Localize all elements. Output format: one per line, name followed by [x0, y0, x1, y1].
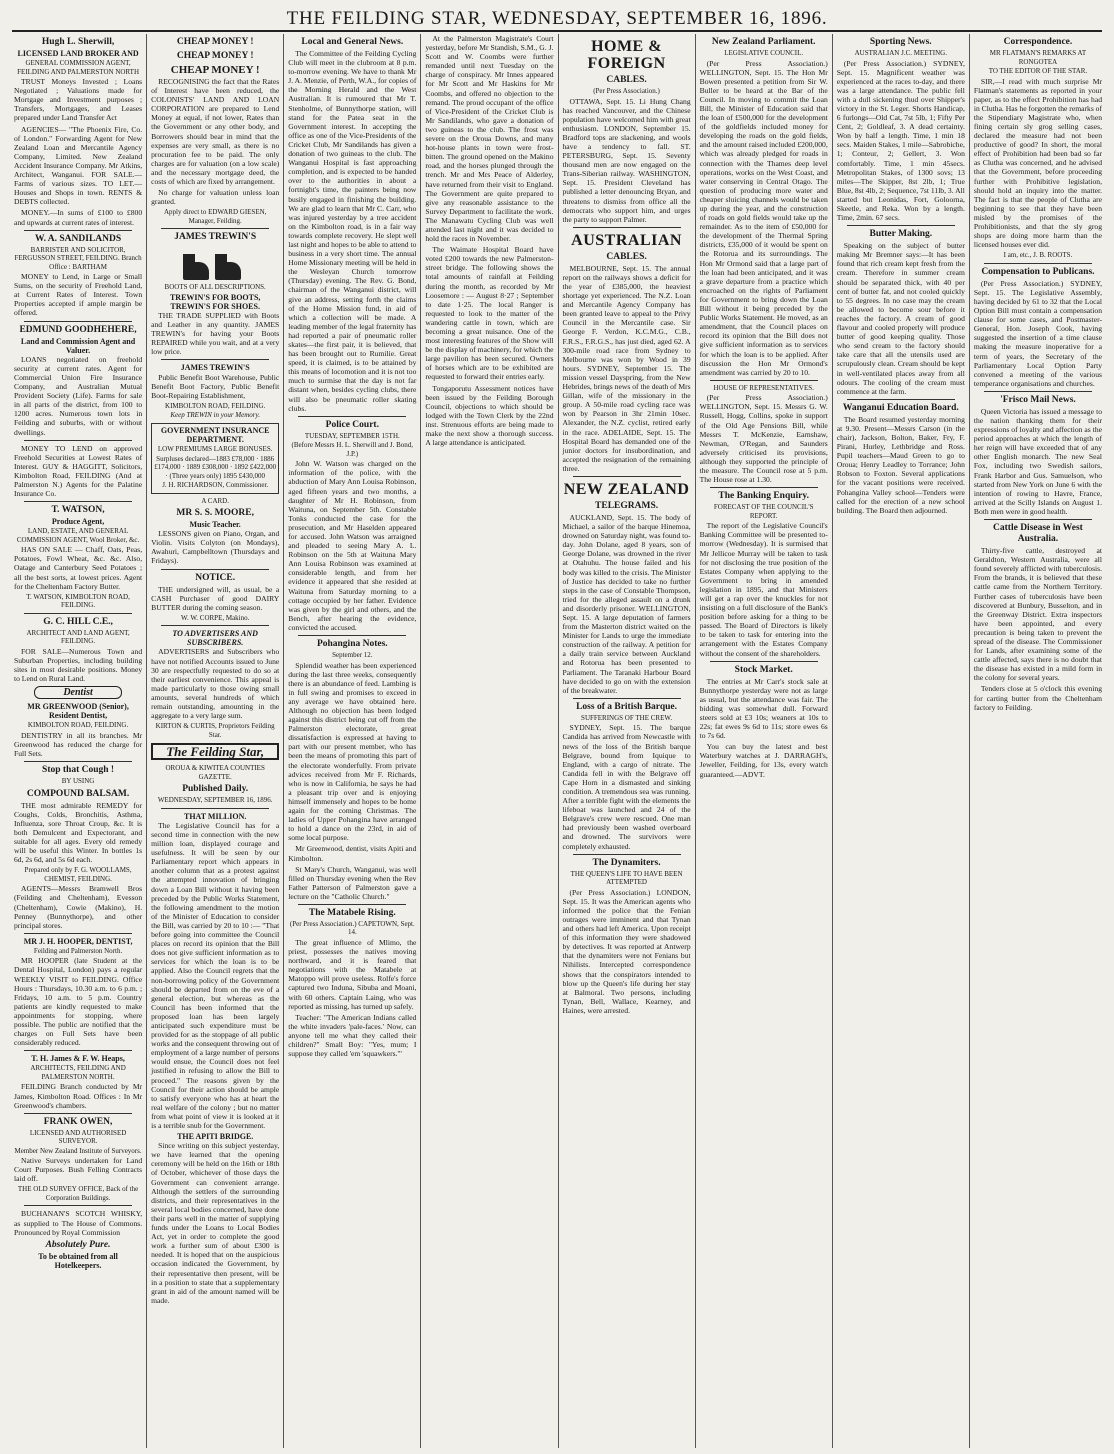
- paper-date: WEDNESDAY, SEPTEMBER 16, 1896.: [157, 796, 273, 805]
- ad-trewin2-body: Public Benefit Boot Warehouse, Public Benefit Boot Factory, Public Benefit Boot-Repairing Establishment,: [151, 372, 280, 400]
- ad-greenwood-body: DENTISTRY in all its branches. Mr Greenwood has reduced the charge for Full Sets.: [14, 730, 143, 759]
- ad-watson-title: Produce Agent,: [51, 517, 105, 527]
- australian-head: AUSTRALIAN: [571, 231, 682, 249]
- notice-body: THE undersigned will, as usual, be a CASH Purchaser of good DAIRY BUTTER during the coming season.: [151, 584, 280, 612]
- divider: [710, 380, 818, 381]
- ad-sherwill-sub: GENERAL COMMISSION AGENT, FEILDING AND PALMERSTON NORTH: [17, 59, 140, 76]
- notice-head: NOTICE.: [195, 572, 236, 583]
- ad-cheap-money-contact: Apply direct to EDWARD GIESEN, Manager, Feilding.: [163, 208, 267, 225]
- govt-insurance-surpluses: Surpluses declared—1883 £78,000 · 1886 £174,000 · 1889 £308,000 · 1892 £422,000 · (Three years only) 1895 £430,000: [154, 454, 277, 480]
- frisco-head: 'Frisco Mail News.: [1000, 394, 1076, 405]
- divider: [573, 227, 681, 228]
- wanganui-board-body: The Board resumed yesterday morning at 9.30. Present—Messrs Carson (in the chair), Jackson, Bolton, Baker, Fry, F. Pirani, Hurley, Lethbridge and Ross. Pupil teachers—Maud Green to go to Oroua; Henry Leadley to Torrance; John Robson to Foxton. Several applications for the vacant positions were received. Pohangina Valley school—Tenders were called for the erection of a new school building. The Board then adjourned.: [836, 414, 965, 515]
- boot-icon: [183, 262, 209, 280]
- ad-cough-title: Stop that Cough !: [42, 765, 115, 776]
- govt-insurance-box: [151, 423, 279, 494]
- nz-telegrams-head: NEW ZEALAND: [563, 480, 690, 498]
- correspondence-body: SIR,—I read with much surprise Mr Flatman's statements as reported in your paper, as to the effect Prohibition has had in Clutha. Has he forgotten the remarks of the Stipendiary Magistrate who, when fining certain sly grog selling cases, declared the measure had not been productive of good? In short, the moral effect of Prohibition had been bad so far as Clutha was concerned, and he advised that the Government, before proceeding further with Prohibitive legislation, should hold an inquiry into the matter. The fact is that the people of Clutha are beginning to see that they have been misled by the promises of the Prohibitionists, and that the sly grog shops are doing more harm than the licensed houses ever did.: [973, 76, 1102, 250]
- divider: [24, 1050, 132, 1051]
- column-2: [147, 34, 284, 1448]
- local-news-head: Local and General News.: [301, 37, 404, 47]
- ad-greenwood-address: KIMBOLTON ROAD, FEILDING.: [27, 721, 129, 730]
- divider: [984, 391, 1092, 392]
- butter-making-body: Speaking on the subject of butter making Mr Bremner says:—It has been found that rich cream kept fresh from the cream. Therefore in summer cream should be separated thick, with 40 per cent of butter fat, and not cooled quickly to 55 degrees. In no case may the cream be allowed to become sour before it reaches the factory. A cream of good flavour and cooled properly will produce butter of good keeping quality. Those who send cream to the factory should take care that all the utensils used are scrupulously clean. Cream should be kept in well-ventilated places away from all odours. The cooling of the cream must commence at the farm.: [836, 241, 965, 396]
- pohangina-date: September 12.: [332, 651, 373, 660]
- cattle-disease-head: Cattle Disease in West Australia.: [993, 523, 1083, 545]
- notice-signature: W. W. CORPE, Makino.: [180, 613, 250, 622]
- govt-insurance-signature: J. H. RICHARDSON, Commissioner.: [162, 481, 269, 490]
- sporting-body: (Per Press Association.) SYDNEY, Sept. 15. Magnificent weather was experienced at the races to-day, and there was a large attendance. The public fell with a dull sickening thud over Shipper's victory in the St. Leger. Shorts Handicap, 6 furlongs—Old Cat, 7st 5lb, 1; Fifty Per Cent, 2; Goldleaf, 3. A dead certainty. Won by half a length. Time, 1 min 18 secs. Maiden Stakes, 1 mile—Sabrobiche, 1; Conteur, 2; Gellert, 3. Won comfortably. Time, 1 min 45secs. Metropolitan Stakes, of 1300 sovs; 13 miles—The Skipper, 8st 2lb, 1; True Blue, 8st 4lb, 2; Sequence, 7st 11lb, 3. All started but Leonidas, Fort, Goloorna, Skeetle, and Reka. Won by a length. Time, 2min. 67 secs.: [836, 58, 965, 223]
- parliament-sub: LEGISLATIVE COUNCIL.: [724, 49, 804, 57]
- ad-cough-body: THE most admirable REMEDY for Coughs, Colds, Bronchitis, Asthma, Influenza, sore Throat Croup, &c. It is both Demulcent and Expectorant, and suitable for all ages. Every old remedy will be useful this Winter. In bottles 1s 6d, 2s 6d, and 5s 6d each.: [14, 800, 143, 865]
- divider: [847, 225, 955, 226]
- ad-sandilands-title: BARRISTER AND SOLICITOR, FERGUSSON STREET, FEILDING. Branch Office : BARTHAM: [14, 245, 142, 271]
- dynamiters-sub: THE QUEEN'S LIFE TO HAVE BEEN ATTEMPTED: [570, 869, 683, 887]
- ad-goodhere-name: EDMUND GOODHEHERE,: [19, 324, 137, 335]
- column-3: [284, 34, 421, 1448]
- wanganui-board-head: Wanganui Education Board.: [842, 402, 959, 413]
- divider: [298, 416, 406, 417]
- australian-sub: CABLES.: [606, 251, 647, 262]
- home-foreign-assoc: (Per Press Association.): [593, 87, 660, 95]
- ad-watson-body: HAS ON SALE — Chaff, Oats, Peas, Potatoes, Fowl Wheat, &c. &c. Also, Oatage and Canterbury Seed Potatoes ; all the best sorts, at lowest prices. Agent for the Cheltenham Factory Butter.: [14, 545, 143, 591]
- sporting-sub: AUSTRALIAN J.C. MEETING.: [854, 49, 947, 57]
- loss-barque-sub: SUFFERINGS OF THE CREW.: [581, 713, 673, 722]
- pohangina-body: Splendid weather has been experienced during the last three weeks, consequently there is an abundance of feed. Lambing is in full swing and promises to exceed in any average we have obtained here. Although no objection has been lodged against this district being cut off from the Palmerston electorate, great dissatisfaction is expressed at having to part with our present member, who has been the means of promoting this part of the electorate wonderfully. From private advices received from Mr F. Richards, who is now in California, he says he had a pleasant trip over and is enjoying himself immensely and hopes to be home again for the coming Christmas. The ladies of Upper Pohangina have arranged to hold a dance on the 23rd, in aid of some local purpose.: [288, 660, 417, 843]
- matabele-sub: (Per Press Association.) CAPETOWN, Sept. 14.: [289, 919, 415, 937]
- police-court-bench: (Before Messrs H. L. Sherwill and J. Bond, J.P.): [291, 441, 414, 458]
- ad-heaps-title: ARCHITECTS, FEILDING AND PALMERSTON NORTH.: [30, 1064, 126, 1081]
- divider: [298, 635, 406, 636]
- police-court-head: Police Court.: [325, 419, 379, 430]
- boot-icon: [215, 262, 241, 280]
- divider: [984, 519, 1092, 520]
- home-foreign-sub: CABLES.: [606, 75, 647, 85]
- divider: [24, 230, 132, 231]
- paper-subtitle: OROUA & KIWITEA COUNTIES GAZETTE.: [165, 764, 265, 781]
- govt-insurance-sub: LOW PREMIUMS LARGE BONUSES.: [157, 445, 273, 454]
- ad-owen-name: FRANK OWEN,: [43, 1116, 113, 1127]
- ad-moore-body: LESSONS given on Piano, Organ, and Violin. Visits Colyton (on Mondays), Awahuri, Campbelltown (Thursdays and Fridays).: [151, 529, 280, 566]
- matabele-head: The Matabele Rising.: [308, 907, 396, 918]
- darragh-ad: You can buy the latest and best Waterbury watches at J. DARRAGH's, Jeweller, Feilding, for 13s, every watch guaranteed.—ADVT.: [699, 742, 828, 779]
- advertisers-body: ADVERTISERS and Subscribers who have not notified Accounts issued to June 30 are respectfully requested to do so at their earliest convenience. This appeal is made particularly to those owing small amounts, several hundreds of which remain outstanding, amounting in the aggregate to a very large sum.: [151, 647, 280, 721]
- ad-hooper-title: Feilding and Palmerston North.: [33, 946, 123, 955]
- column-4: [421, 34, 558, 1448]
- correspondence-head: Correspondence.: [1003, 37, 1073, 47]
- magistrate-court-body: At the Palmerston Magistrate's Court yesterday, before Mr Standish, S.M., G. J. Scott and W. Coombs were further remanded until next Tuesday on the charge of conspiracy. Mr Innes appeared for Mr Scott and Mr Haskins for Mr Coombs, and offered no objection to the remand. The proud occupant of the office of Vice-President of the Cricket Club is Mr Sandilands, who gave a donation of two guineas to the club. The frost was severe on the Oroua Downs, and many hot-house plants in town were frost-bitten. The ground opened on the Makino road, and the horses plunged through the trench. Mr and Mrs Peace of Alderley, have returned from their visit to England. The Government are quite prepared to give any reasonable assistance to the Survey Department to facilitate the work. The Manawatu Cycling Club was well attended last night and it was decided to hold the races in November.: [425, 34, 554, 244]
- ad-sherwill-money: MONEY.—In sums of £100 to £800 and upwards at current rates of interest.: [14, 208, 143, 227]
- dentist-badge: Dentist: [34, 686, 122, 699]
- ad-cough-by: BY USING: [61, 777, 95, 786]
- ad-sherwill-agencies: AGENCIES— "The Phoenix Fire, Co. of London." Forwarding Agent for New Zealand Loan and Mercantile Agency Company, Limited. New Zealand Accident Insurance Company. Mr Atkins, Architect, Wanganui. FOR SALE.—Farms of various sizes. TO LET.—Houses and Shops in town. RENTS & DEBTS collected.: [14, 124, 143, 207]
- parliament-head: New Zealand Parliament.: [711, 37, 816, 47]
- sporting-head: Sporting News.: [869, 37, 932, 47]
- ad-owen-title: LICENSED AND AUTHORISED SURVEYOR.: [29, 1128, 127, 1146]
- column-1: [10, 34, 147, 1448]
- ad-moore-card: A CARD.: [201, 496, 229, 505]
- divider: [24, 761, 132, 762]
- ad-hill-name: G. C. HILL C.E.,: [43, 616, 113, 627]
- parliament-body: (Per Press Association.) WELLINGTON, Sept. 15. The Hon Mr Bowen presented a petition from Sir W. Buller to be heard at the Bar of the Council. In moving to commit the Loan Bill, the Minister of Education said that the loan of £500,000 for the development of the goldfields included money for developing the roads on the gold fields, and the amount raised included £200,000, which was already pledged for roads in connection with the Thames deep level operations, works on the West Coast, and water conserving in Central Otago. The question of producing more water and cheaper sluicing channels would be taken up during the year, and the construction of roads on gold fields would take up the remainder. As to the item of £50,000 for the development of the Thermal Spring districts, £35,000 of it would be spent on the Rotorua and its surroundings. The Hon Mr Ormond said that a large part of the loan had been anticipated, and it was a grave departure from a practice which encroached on the rights of Parliament for Government to bring down the Loan Bill without it being preceded by the Public Works Statement. He moved, as an amendment, that the Council places on record its opinion that the Bill does not give sufficient information as to services for which the loan is to be applied. After discussion the Hon Mr Ormond's amendment was carried by 20 to 10.: [699, 58, 828, 377]
- newspaper-title: THE FEILDING STAR, WEDNESDAY, SEPTEMBER 16, 1896.: [286, 8, 828, 29]
- ad-hill-body: FOR SALE—Numerous Town and Suburban Properties, including building sites in most desirable positions. Money to Lend on Rural Land.: [14, 646, 143, 683]
- divider: [24, 1113, 132, 1114]
- publicans-body: (Per Press Association.) SYDNEY, Sept. 15. The Legislative Assembly, having decided by 61 to 32 that the Local Option Bill must contain a compensation clause for some cases, and Postmaster-General, Hon. Joseph Cook, having suggested the insertion of a time clause making the measure inoperative for a term of years, the Secretary of the Parliamentary Local Option Party convened a meeting of the various temperance organisations and churches.: [973, 278, 1102, 388]
- ad-greenwood-name: MR GREENWOOD (Senior), Resident Dentist,: [27, 702, 129, 721]
- stock-market-body: The entries at Mr Carr's stock sale at Bunnythorpe yesterday were not as large as usual, but the attendance was fair. The bidding was somewhat dull. Forward steers sold at £3 10s; weaners at 10s to 22s; fat ewes 9s 6d to 11s; store ewes 6s to 7s 6d.: [699, 676, 828, 741]
- ad-cheap-money-2: CHEAP MONEY !: [176, 51, 254, 61]
- pohangina-head: Pohangina Notes.: [316, 639, 388, 650]
- ad-cheap-money-note: No charge for valuation unless loan granted.: [151, 188, 280, 207]
- ad-cough-name: COMPOUND BALSAM.: [26, 788, 130, 799]
- ad-trewin-tagline: BOOTS OF ALL DESCRIPTIONS.: [164, 283, 266, 292]
- banking-head: The Banking Enquiry.: [718, 491, 809, 502]
- editorial-apiti-body: Since writing on this subject yesterday, we have learned that the opening ceremony will be held on the 16th or 18th of October, whichever of those days the Government can convenient arrange. Although the settlers of the surrounding districts, and their representatives in the several local bodies concerned, have done their parts well in the matter of supplying funds under the Loans to Local Bodies Act, yet in order to complete the good work a further sum of about £300 is needed. It is hoped that on the auspicious occasion indicated the Government, by their representative then present, will be in a position to state that a supplementary grant in aid of the amount named will be made.: [151, 1141, 280, 1305]
- column-6: [696, 34, 833, 1448]
- ad-trewin2-motto: Keep TREWIN in your Memory.: [170, 411, 260, 420]
- representatives-body: (Per Press Association.) WELLINGTON, Sept. 15. Messrs G. W. Russell, Hogg, Collins, spoke in support of the Old Age Pensions Bill, while Messrs T. McKenzie, Earnshaw, Newman, O'Regan, and Saunders adversely criticised its provisions, although they supported the principle of the measure. The Council rose at 5 p.m. The House rose at 1.30.: [699, 393, 828, 485]
- masthead: [12, 8, 1102, 32]
- column-5: [559, 34, 696, 1448]
- ad-cheap-money-body: RECOGNISING the fact that the Rates of Interest have been reduced, the COLONISTS' LAND AND LOAN CORPORATION are prepared to Lend Money at equal, if not lower, Rates than the Government or any other body, and Borrowers should bear in mind that the expenses are very small, as there is no procuration fee to be paid. The only charges are for valuation (on a low scale) and the necessary mortgage deed, the costs of which are fixed by arrangement.: [151, 77, 280, 187]
- ad-moore-title: Music Teacher.: [189, 520, 241, 530]
- butter-making-head: Butter Making.: [869, 229, 933, 240]
- ad-goodhere-body: LOANS negotiated on freehold security at current rates. Agent for Commercial Union Fire Insurance Company, and Australian Mutual Provident Society (Life). Farms for sale in all parts of the district, from 100 to 1200 acres. Numerous town lots in Feilding and suburbs, with or without dwellings.: [14, 354, 143, 437]
- nz-telegrams-sub: TELEGRAMS.: [595, 500, 659, 511]
- dynamiters-head: The Dynamiters.: [592, 857, 661, 868]
- paper-nameplate: The Feilding Star,: [151, 743, 279, 760]
- ad-hooper-body: MR HOOPER (late Student at the Dental Hospital, London) pays a regular WEEKLY VISIT to FEILDING. Office Hours : Thursdays, 10.30 a.m. to 6 p.m. ; Fridays, 10 a.m. to 5 p.m. Country patients are kindly requested to make appointments for stopping, where possible. The public are notified that the charges on Full Sets have been considerably reduced.: [14, 956, 143, 1048]
- ad-moore-name: MR S. S. MOORE,: [176, 508, 254, 519]
- publicans-head: Compensation to Publicans.: [981, 266, 1095, 277]
- banking-sub: FORECAST OF THE COUNCIL'S REPORT.: [713, 503, 814, 520]
- local-items-body: The Waimate Hospital Board have voted £200 towards the new Palmerston-street bridge. The following shows the total amounts of rainfall at Feilding during the month, as recorded by Mr Loosemore : — August 8·27 ; September to date 1·25. The local Ranger is requested to look to the matter of the wandering cattle in town, which are becoming a great nuisance. One of the most interesting features of the Show will be the display of machinery, for which the large pavilion has been secured. Owners of horses which are to be exhibited are requested to forward their entries early.: [425, 245, 554, 382]
- divider: [24, 440, 132, 441]
- ad-heaps-name: T. H. James & F. W. Heaps,: [31, 1054, 125, 1064]
- correspondence-to: TO THE EDITOR OF THE STAR.: [988, 67, 1088, 75]
- ad-owen-sub: Member New Zealand Institute of Surveyors.: [14, 1146, 142, 1155]
- divider: [161, 625, 269, 626]
- ad-cheap-money-3: CHEAP MONEY !: [170, 64, 260, 76]
- australian-body: MELBOURNE, Sept. 15. The annual report on the railways shows a deficit for the year of £385,000, the heaviest shortage yet experienced. The N.Z. Loan and Mercantile Agency Company has been granted leave to appeal to the Privy Council in the Mercantile case. Sir George F. Verdon, K.C.M.G., C.B., F.R.S., F.R.G.S., has just died, aged 62. A 300-mile road race from Sydney to Melbourne was won by Wood in 39 hours. SYDNEY, September 15. The mission vessel Dayspring, from the New Hebrides, brings news of the death of Mrs Gillan, wife of the missionary in the group. A 50-mile road cycling race was won by Pearson in 3hr 21min 10sec. Alexander, the N.Z. cyclist, retired early in the race. ADELAIDE, Sept. 15. The Hospital Board has demanded one of the junior doctors for insubordination, and accepted the resignation of the remaining three.: [562, 263, 691, 473]
- divider: [24, 933, 132, 934]
- ad-woollams: Prepared only by F. G. WOOLLAMS, CHEMIST, FEILDING.: [24, 866, 132, 883]
- ad-hooper-name: MR J. H. HOOPER, DENTIST,: [23, 936, 133, 946]
- ad-trewin-body: THE TRADE SUPPLIED with Boots and Leather in any quantity. JAMES TREWIN's for having your Boots REPAIRED while you wait, and at a very low price.: [151, 311, 280, 357]
- divider: [573, 854, 681, 855]
- ad-cheap-money-1: CHEAP MONEY !: [176, 37, 254, 47]
- ad-trewin-head: TREWIN'S FOR BOOTS, TREWIN'S FOR SHOES.: [169, 292, 261, 311]
- ad-guy-haggitt: MONEY TO LEND on approved Freehold Securities at Lowest Rates of Interest. GUY & HAGGITT, Solicitors, Kimbolton Road, FEILDING (And at Palmerston N.) Agents for the Palatine Insurance Co.: [14, 443, 143, 499]
- advertisers-signature: KIRTON & CURTIS, Proprietors Feilding Star.: [155, 722, 275, 739]
- home-foreign-body: OTTAWA, Sept. 15. Li Hung Chang has reached Vancouver, and the Chinese population have welcomed him with great enthusiasm. LONDON, September 15. Bradford tops are slackening, and wools have a tendency to fall. ST. PETERSBURG, Sept. 15. Seventy thousand men are now engaged on the Trans-Siberian railway. WASHINGTON, Sept. 15. President Cleveland has published a letter denouncing Bryan, and threatens to dismiss from office all the democrats who support him, and urges the party to support Palmer.: [562, 96, 691, 224]
- ad-heaps-body: FEILDING Branch conducted by Mr James, Kimbolton Road. Offices : In Mr Greenwood's chambers.: [14, 1082, 143, 1110]
- divider: [24, 1205, 132, 1206]
- police-court-body: John W. Watson was charged on the information of the police, with the abduction of Mary Ann Louisa Robinson, aged fifteen years and two months, a daughter of Mr H. Robinson, from Waituna, on September 5th. Constable Tonks conducted the case for the prosecution, and Mr Haselden appeared for accused. John Watson was arraigned and pleaded to seeing Mary A. L. Robinson on the 5th at Waituna Mary Ann Louisa Robinson was examined at considerable length, and from her evidence it appeared that she resided at Waituna from Saturday morning to a cottage occupied by her father. Evidence was given by the girl and others, and the Bench, after hearing the evidence, convicted the accused.: [288, 459, 417, 632]
- banking-body: The report of the Legislative Council's Banking Committee will be presented to-morrow (Wednesday). It is surmised that Mr Jellicoe Murray will be taken to task for not disclosing the true position of the Estates Company when applying to the Government to bring in amended legislation in 1895, and that Ministers will get a rap over the knuckles for not insisting on a full disclosure of the Bank's position before asking for a thing to be passed. The Board of Directors is likely to be taken to task for entering into the arrangement with the Estates Company without the consent of the shareholders.: [699, 521, 828, 658]
- editorial-apiti-head: THE APITI BRIDGE.: [177, 1132, 254, 1142]
- st-marys-note: St Mary's Church, Wanganui, was well filled on Thursday evening when the Rev Father Patterson of Palmerston gave a lecture on the "Catholic Church.": [288, 864, 417, 901]
- ad-whisky-pure: Absolutely Pure.: [45, 1239, 111, 1250]
- ad-whisky-footer: To be obtained from all Hotelkeepers.: [38, 1251, 118, 1270]
- ad-sherwill-body: TRUST Moneys Invested ; Loans Negotiated ; Valuations made for Mortgage and Investment purposes ; Transfers, Mortgages, and Leases prepared under Land Transfer Act: [14, 77, 143, 123]
- frisco-body: Queen Victoria has issued a message to the nation thanking them for their expressions of loyalty and affection as the period approaches at which the length of her reign will have exceeded that of any other English monarch. The new Seal Fox, including two Swedish sailors, Frank Harbor and Gus. Samuelson, who started from New York on June 6 with the intention of rowing to Havre, France, arrived at the Scilly Islands on August 1. Both men were in good health.: [973, 406, 1102, 516]
- nz-telegrams-body: AUCKLAND, Sept. 15. The body of Michael, a sailor of the barque Hinemoa, drowned on Saturday night, was found to-day. John Dolane, aged 8 years, son of George Dolane, was drowned in the river at Otahuhu. The house failed and his body was killed to the crisis. The Minister of Justice has decided to take no further steps in the case of Constable Thompson, tried for the alleged assault on a drunk and disorderly prisoner. WELLINGTON, Sept. 15. A large deputation of farmers from the Masterton district waited on the Minister for Lands to urge the immediate construction of the railway. A petition for a daily train service between Auckland and Rotorua has been presented to Parliament. The Taranaki Harbour Board have decided to go on with the extension of the breakwater.: [562, 512, 691, 695]
- divider: [298, 904, 406, 905]
- divider: [161, 359, 269, 360]
- divider: [573, 698, 681, 699]
- police-court-date: TUESDAY, SEPTEMBER 15TH.: [304, 431, 400, 440]
- divider: [984, 263, 1092, 264]
- ad-sandilands-name: W. A. SANDILANDS: [34, 233, 122, 244]
- divider: [573, 476, 681, 477]
- divider: [847, 399, 955, 400]
- ad-sherwill-title: LICENSED LAND BROKER AND: [17, 49, 139, 58]
- divider: [710, 487, 818, 488]
- editorial-million-head: THAT MILLION.: [183, 811, 247, 821]
- ad-woollams-agents: AGENTS—Messrs Bramwell Bros (Feilding and Cheltenham), Evesson (Cheltenham), Cowie (Makino), H. Penney (Bunnythorpe), and other principal stores.: [14, 884, 143, 930]
- column-7: [833, 34, 970, 1448]
- ad-watson-signature: T. WATSON, KIMBOLTON ROAD, FEILDING.: [26, 592, 130, 610]
- ad-trewin2-address: KIMBOLTON ROAD, FEILDING.: [165, 401, 266, 410]
- divider: [24, 321, 132, 322]
- cattle-disease-body: Thirty-five cattle, destroyed at Geraldton, Western Australia, were all found severely afflicted with tuberculosis. From the brands, it is believed that these cattle came from the Northern Territory. Further cases of tuberculosis have been discovered at Bunbury, Busselton, and in the Greenway District. Extra inspectors have been appointed, and every precaution is being taken to prevent the spread of the disease. The Commissioner for Lands, after examining some of the cattle affected, says there is no doubt that the disease has existed in a mild form in the colony for several years.: [973, 546, 1102, 683]
- divider: [161, 808, 269, 809]
- ad-hill-title: ARCHITECT AND LAND AGENT, FEILDING.: [26, 628, 130, 646]
- govt-insurance-title: GOVERNMENT INSURANCE DEPARTMENT.: [160, 425, 270, 444]
- home-foreign-head: HOME & FOREIGN: [587, 38, 666, 72]
- ad-watson-sub: LAND, ESTATE, AND GENERAL COMMISSION AGENT, Wool Broker, &c.: [16, 527, 140, 544]
- ad-trewin-name: JAMES TREWIN'S: [174, 232, 257, 243]
- divider: [161, 569, 269, 570]
- ad-owen-office: THE OLD SURVEY OFFICE, Back of the Corporation Buildings.: [17, 1185, 139, 1202]
- correspondence-signature: I am, etc., J. B. ROOTS.: [1003, 251, 1073, 260]
- advertisers-head: TO ADVERTISERS AND SUBSCRIBERS.: [172, 629, 258, 648]
- loss-barque-head: Loss of a British Barque.: [576, 701, 678, 712]
- ad-watson-name: T. WATSON,: [51, 505, 105, 516]
- ad-goodhere-title: Land and Commission Agent and Valuer.: [20, 336, 136, 355]
- divider: [161, 228, 269, 229]
- divider: [24, 613, 132, 614]
- ad-owen-body: Native Surveys undertaken for Land Court Purposes. Bush Felling Contracts laid off.: [14, 1156, 143, 1184]
- ad-whisky-body: BUCHANAN'S SCOTCH WHISKY, as supplied to The House of Commons. Pronounced by Royal Commission: [14, 1209, 143, 1237]
- local-news-body: The Committee of the Feilding Cycling Club will meet in the clubroom at 8 p.m. to-morrow evening. We have to thank Mr J. A. Menzie, of Perth, W.A., for copies of the Morning Herald and the West Australian. It is rumoured that Mr T. Stenholme, of Bunnythorpe station, will stand for the Patea seat in the Government interest. In accepting the office as one of the Vice-Presidents of the Cricket Club, Mr Sandilands has given a donation of two guineas to the club. The Wanganui Hospital is fast approaching completion, and is expected to be handed over to the authorities in about a fortnight's time, the painters being now busily engaged in finishing the building. We are glad to learn that Mr C. Carr, who was injured yesterday by a tree accident on the Kimbolton road, is in a fair way towards complete recovery. He slept well last night and hopes to be able to attend to business in a very short time. The annual Home Missionary meeting will be held in the Wesleyan Church tomorrow (Thursday) evening. The Rev. G. Bond, chairman of the Wanganui district, will give an address, setting forth the claims of the Home Mission fund, in aid of which a collection will be made. A leading member of the legal fraternity has had reported a pair of pneumatic roller skates—the first pair, it is believed, that has been brought out to Rumilie. Great speed, it is claimed, is to be attained by this means of locomotion and it is not too much to surmise that the day is not far distant when, besides cycling clubs, there will also be pneumatic roller skating clubs.: [288, 49, 417, 413]
- ad-sandilands-body: MONEY to Lend, in Large or Small Sums, on the security of Freehold Land, at Current Rates of Interest. Town Properties accepted if ample margin be offered.: [14, 272, 143, 318]
- tenders-note: Tenders close at 5 o'clock this evening for carting butter from the Cheltenham factory to Feilding.: [973, 684, 1102, 712]
- dentist-note: Mr Greenwood, dentist, visits Apiti and Kimbolton.: [288, 844, 417, 863]
- stock-market-head: Stock Market.: [734, 664, 793, 675]
- correspondence-sub: MR FLATMAN'S REMARKS AT RONGOTEA: [989, 49, 1087, 66]
- loss-barque-body: SYDNEY, Sept. 15. The barque Candida has arrived from Newcastle with news of the loss of the British barque Belgrave, bound from Iquique to England, with a cargo of nitrate. The Candida fell in with the Belgrave off Cape Horn in a dismasted and sinking condition. A tremendous sea was running. After a terrible fight with the elements the lifeboat was launched and 24 of the Belgrave's crew were rescued. One man had previously been washed overboard and drowned. The survivors were completely exhausted.: [562, 723, 691, 851]
- representatives-head: HOUSE OF REPRESENTATIVES.: [713, 383, 814, 392]
- dynamiters-body: (Per Press Association.) LONDON, Sept. 15. It was the American agents who informed the police that the Fenian outrages were imminent and that Tynan and others had left America. Upon receipt of this information they were shadowed by detectives. It was reported at Antwerp that the dynamiters were not Fenians but Nihilists. Intercepted correspondence shows that the conspirators intended to blow up the Queen's life during her stay at Balmoral. Two persons, including Tynan, Bell, Wallace, Kearney, and Haines, were arrested.: [562, 887, 691, 1015]
- assessment-notice-body: Tongaporutu Assessment notices have been issued by the Feilding Borough Council, objections to which should be lodged with the Town Clerk by the 22nd inst. Strenuous efforts are being made to make the next show a thorough success. A large attendance is anticipated.: [425, 383, 554, 448]
- ad-trewin2-name: JAMES TREWIN'S: [180, 363, 250, 373]
- newspaper-columns: [10, 34, 1106, 1448]
- paper-daily: Published Daily.: [182, 784, 249, 795]
- column-8: [970, 34, 1106, 1448]
- ad-sherwill-name: Hugh L. Sherwill,: [41, 37, 115, 47]
- teacher-anecdote: Teacher: "The American Indians called the white invaders 'pale-faces.' Now, can anyone tell me what they called their children?" Small Boy: "Yes, mum; I suppose they called 'em 'squawkers.'": [288, 1012, 417, 1059]
- editorial-million-body: The Legislative Council has for a second time in connection with the new million loan, displayed courage and usefulness. It will be seen by our Parliamentary report which appears in another column that as a protest against the attempted innovation of bringing down a Loan Bill without it having been preceded by the Public Works Statement, the following amendment to the motion of the Minister of Education to consider the Bill, was carried by 20 to 10 :— "That before going into committee the Council places on record its opinion that the Bill does not give sufficient information as to services for which the loan is to be applied. Also the Council regrets that the non-borrowing policy of the Government should be departed from on the eve of a general election, but whereas as the Council has been informed that the proposed loan has been largely anticipated such expenditure must be provided for as the stoppage of all public works and the consequent throwing out of employment of a large number of persons would ensue, the Council does not feel justified in refusing to allow the Bill to proceed." The reasons given by the Council for their action should be ample to satisfy everyone who has at heart the real welfare of the colony ; but no matter from what point of view it is looked at it is a terrible snub for the Government.: [151, 820, 280, 1130]
- boots-illustration: [175, 246, 255, 280]
- divider: [710, 661, 818, 662]
- divider: [24, 501, 132, 502]
- matabele-body: The great influence of Mlimo, the priest, possesses the natives moving northward, and it is feared that negotiations with the Matabele at Matoppo will prove useless. Rolfe's force captured two Induna, Sibuba and Moani, with 60 others. Captain Laing, who was reported as missing, has turned up safely.: [288, 937, 417, 1011]
